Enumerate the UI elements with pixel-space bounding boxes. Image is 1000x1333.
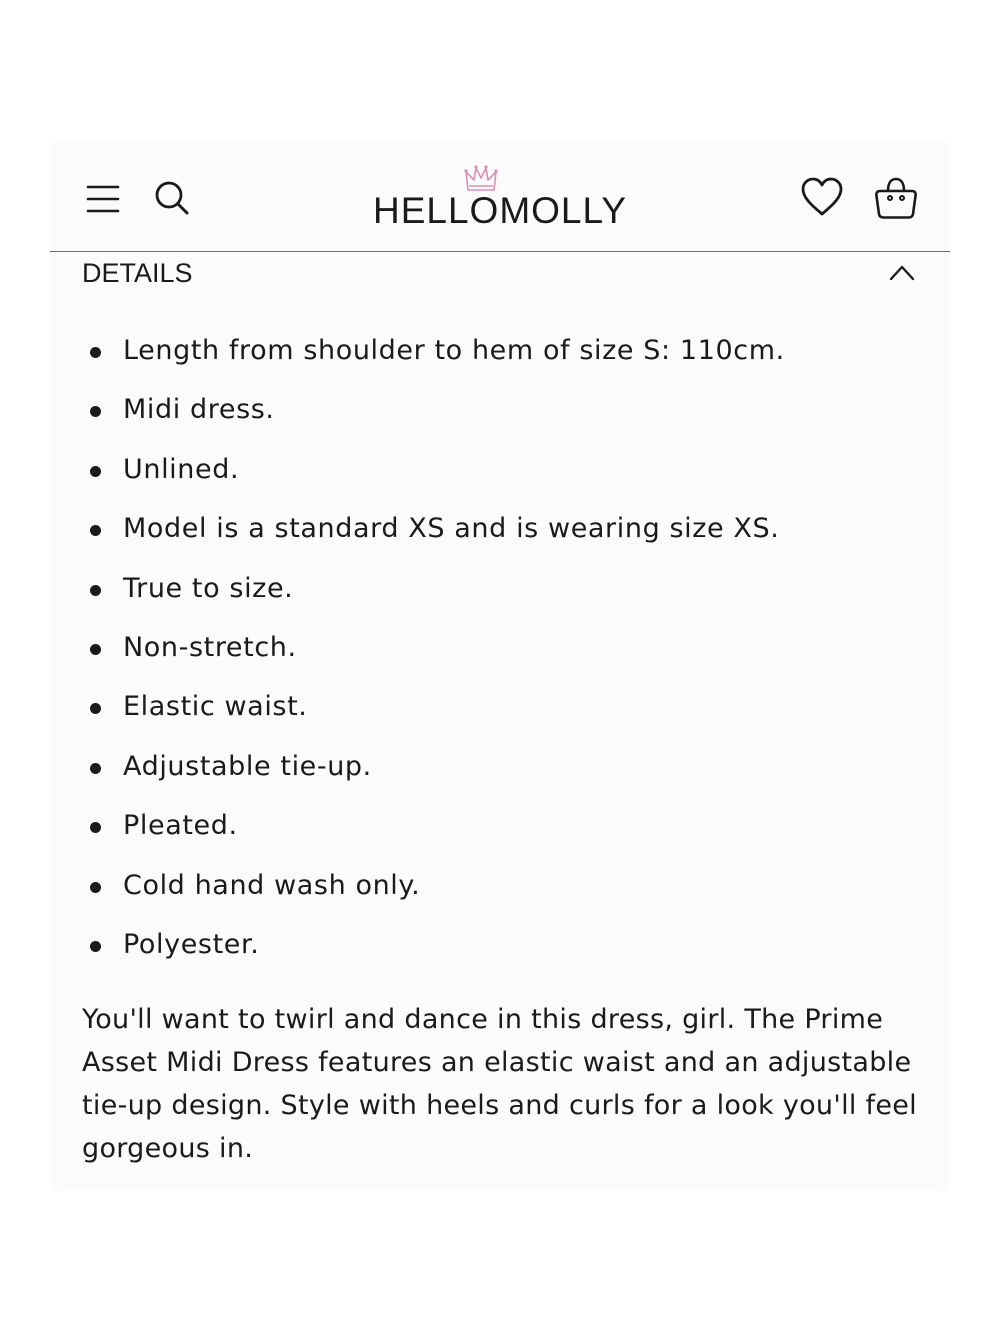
- list-item: Polyester.: [82, 914, 942, 973]
- search-icon[interactable]: [154, 180, 190, 216]
- list-item: Non-stretch.: [82, 617, 942, 676]
- list-item: Cold hand wash only.: [82, 855, 942, 914]
- menu-icon[interactable]: [86, 184, 120, 214]
- heart-icon[interactable]: [800, 176, 844, 218]
- list-item: Unlined.: [82, 439, 942, 498]
- list-item: Midi dress.: [82, 379, 942, 438]
- list-item: Length from shoulder to hem of size S: 110cm.: [82, 320, 942, 379]
- list-item: True to size.: [82, 558, 942, 617]
- list-item: Model is a standard XS and is wearing size XS.: [82, 498, 942, 557]
- details-list: [82, 320, 942, 973]
- product-description: You'll want to twirl and dance in this dress, girl. The Prime Asset Midi Dress features an elastic waist and an adjustable tie-up design. Style with heels and curls for a look you'll feel gorgeous in.: [82, 1004, 917, 1164]
- list-item: Adjustable tie-up.: [82, 736, 942, 795]
- list-item: Pleated.: [82, 795, 942, 854]
- shopping-bag-icon[interactable]: [874, 176, 918, 220]
- brand-logo[interactable]: [350, 164, 650, 234]
- list-item: Elastic waist.: [82, 676, 942, 735]
- site-header: [50, 140, 950, 252]
- chevron-up-icon[interactable]: [888, 262, 916, 282]
- brand-name: HELLOMOLLY: [372, 190, 628, 231]
- details-heading[interactable]: DETAILS: [82, 258, 193, 288]
